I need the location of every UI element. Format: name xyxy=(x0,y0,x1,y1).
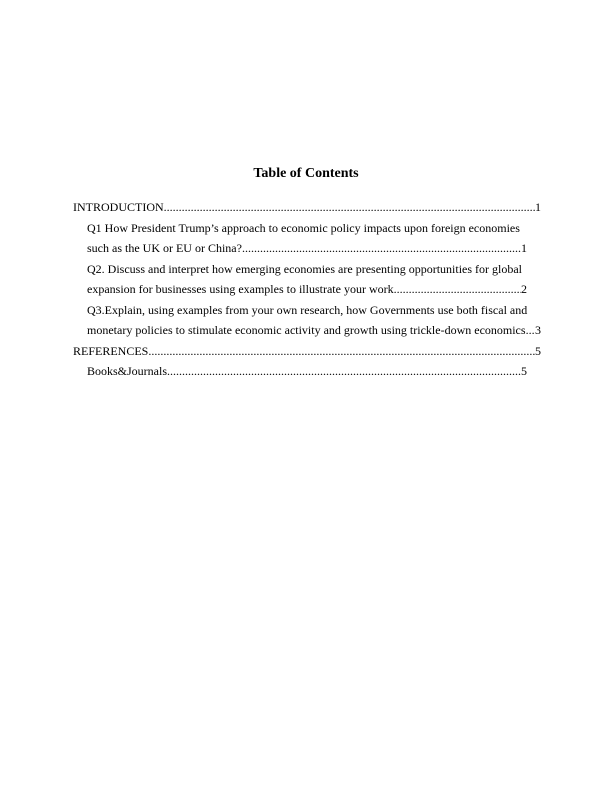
dot-leader xyxy=(167,361,521,382)
toc-entry-q2[interactable] xyxy=(73,259,541,300)
toc-page-number: 3 xyxy=(535,323,541,337)
toc-page-number: 2 xyxy=(521,282,527,296)
toc-entry-text: INTRODUCTION xyxy=(73,200,164,214)
dot-leader xyxy=(148,341,535,362)
toc-entry-q1[interactable] xyxy=(73,218,541,259)
toc-entry-q3[interactable] xyxy=(73,300,541,341)
toc-entry-text: REFERENCES xyxy=(73,343,149,358)
toc-page-number: 5 xyxy=(535,343,541,358)
toc-entry-books-journals[interactable] xyxy=(73,361,541,382)
toc-entry-references[interactable] xyxy=(73,341,541,362)
toc-entry-introduction[interactable] xyxy=(73,197,541,218)
toc-entry-text: monetary policies to stimulate economic activity and growth using trickle-down economics xyxy=(87,323,526,337)
toc-page-number: 5 xyxy=(521,364,527,378)
toc-entry-text-line: Q2. Discuss and interpret how emerging economies are presenting opportunities for global xyxy=(87,261,523,276)
toc-page-number: 1 xyxy=(521,241,527,255)
table-of-contents xyxy=(73,197,541,382)
dot-leader xyxy=(526,320,535,341)
toc-title: Table of Contents xyxy=(253,166,359,181)
dot-leader xyxy=(242,238,521,259)
toc-entry-text: expansion for businesses using examples to illustrate your work xyxy=(87,282,394,296)
dot-leader xyxy=(394,279,521,300)
dot-leader xyxy=(164,197,535,218)
toc-entry-text: Books&Journals xyxy=(87,364,168,378)
toc-entry-text-line: Q3.Explain, using examples from your own research, how Governments use both fiscal and xyxy=(87,302,528,317)
toc-entry-text-line: Q1 How President Trump’s approach to economic policy impacts upon foreign economies xyxy=(87,220,520,235)
toc-entry-text: such as the UK or EU or China? xyxy=(87,241,242,255)
toc-page-number: 1 xyxy=(535,200,541,214)
